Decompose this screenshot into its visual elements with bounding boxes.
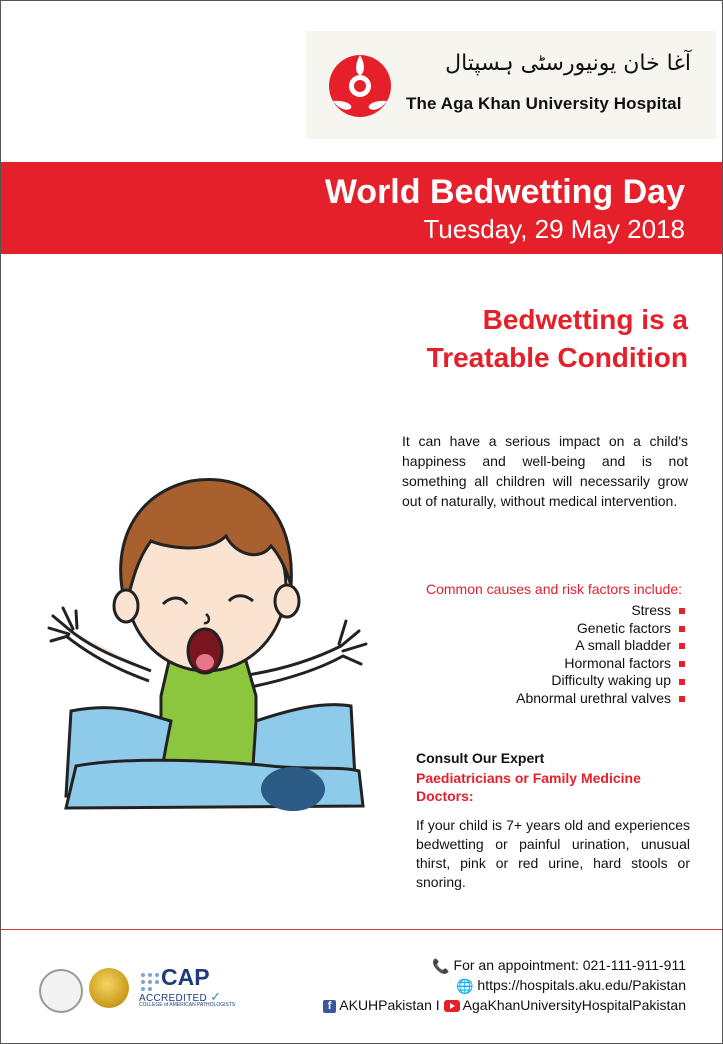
website-line[interactable] [456, 977, 686, 995]
youtube-channel[interactable]: AgaKhanUniversityHospitalPakistan [462, 997, 686, 1013]
child-illustration [41, 466, 381, 811]
globe-icon: 🌐 [456, 977, 474, 994]
appointment-text: For an appointment: 021-111-911-911 [453, 957, 686, 973]
footer-divider [1, 929, 722, 930]
jci-gold-seal [89, 968, 129, 1008]
bullet-square-icon [679, 643, 685, 649]
website-link[interactable]: https://hospitals.aku.edu/Pakistan [477, 977, 686, 993]
separator: I [435, 997, 440, 1013]
causes-title: Common causes and risk factors include: [426, 581, 682, 597]
causes-list [516, 602, 685, 708]
intro-paragraph: It can have a serious impact on a child's happiness and well-being and is not something all children will necessarily grow out of naturally, without medical intervention. [402, 433, 688, 509]
list-item: Hormonal factors [516, 655, 685, 673]
phone-icon: 📞 [432, 957, 450, 974]
youtube-icon [444, 1000, 460, 1012]
iso-certification-seal [39, 969, 83, 1013]
list-item: Genetic factors [516, 620, 685, 638]
list-item: A small bladder [516, 637, 685, 655]
cap-org: COLLEGE of AMERICAN PATHOLOGISTS [139, 1002, 236, 1008]
headline [328, 301, 688, 377]
bullet-square-icon [679, 661, 685, 667]
facebook-handle[interactable]: AKUHPakistan [339, 997, 432, 1013]
bullet-square-icon [679, 626, 685, 632]
bullet-square-icon [679, 679, 685, 685]
headline-line-2: Treatable Condition [426, 342, 688, 373]
cap-title: CAP [161, 964, 210, 990]
org-name: The Aga Khan University Hospital [406, 94, 682, 113]
social-line [323, 997, 686, 1013]
event-date: Tuesday, 29 May 2018 [423, 214, 685, 244]
consult-heading: Consult Our Expert [416, 750, 545, 766]
org-name-urdu: آغا خان یونیورسٹی ہسپتال [445, 51, 691, 76]
list-item: Abnormal urethral valves [516, 690, 685, 708]
event-title: World Bedwetting Day [324, 173, 685, 211]
bullet-square-icon [679, 608, 685, 614]
cap-accredited: ACCREDITED ✓ [139, 989, 222, 1004]
list-item: Stress [516, 602, 685, 620]
headline-line-1: Bedwetting is a [482, 304, 688, 335]
checkmark-icon: ✓ [210, 989, 222, 1004]
appointment-line [432, 957, 686, 975]
consult-subheading: Paediatricians or Family Medicine Doctors: [416, 770, 641, 804]
aku-logo-icon [327, 53, 393, 119]
bullet-square-icon [679, 696, 685, 702]
list-item: Difficulty waking up [516, 672, 685, 690]
facebook-icon: f [323, 1000, 336, 1013]
consult-body: If your child is 7+ years old and experiences bedwetting or painful urination, unusual thirst, pink or red urine, hard stools or snoring. [416, 817, 690, 890]
